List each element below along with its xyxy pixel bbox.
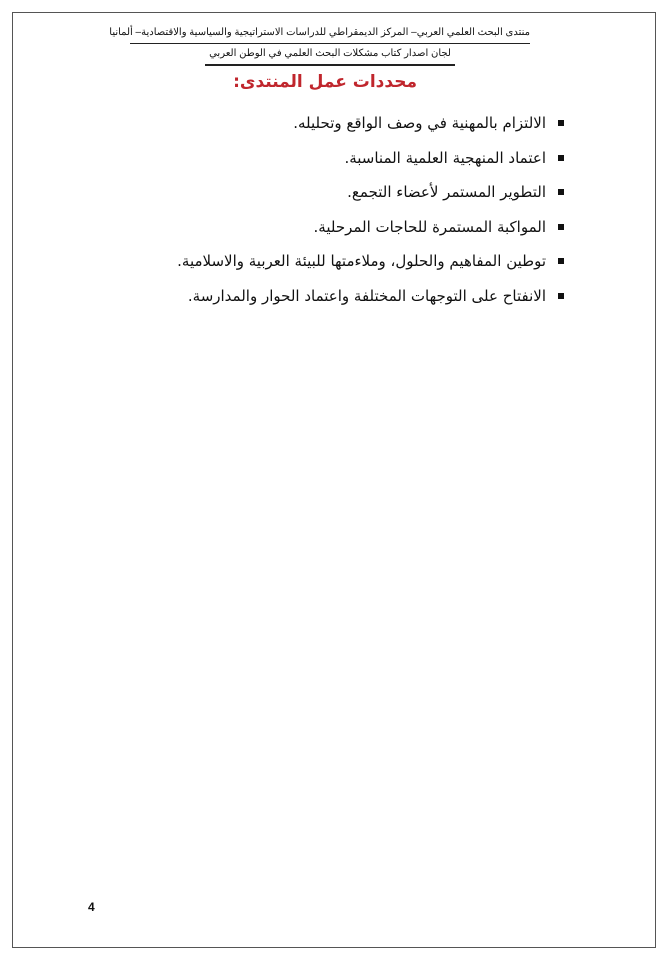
page-header [109,26,530,66]
list-item-text: توطين المفاهيم والحلول، وملاءمتها للبيئة العربية والاسلامية. [177,252,546,271]
list-item [144,279,564,314]
list-item-text: اعتماد المنهجية العلمية المناسبة. [344,148,546,167]
list-item [144,141,564,176]
square-bullet-icon [558,293,564,299]
square-bullet-icon [558,224,564,230]
section-title: محددات عمل المنتدى: [233,72,417,92]
list-item-text: الانفتاح على التوجهات المختلفة واعتماد الحوار والمدارسة. [187,286,546,305]
list-item-text: المواكبة المستمرة للحاجات المرحلية. [313,217,546,236]
list-item [144,244,564,279]
header-book-line: لجان اصدار كتاب مشكلات البحث العلمي في الوطن العربي [205,44,455,66]
list-item-text: الالتزام بالمهنية في وصف الواقع وتحليله. [293,114,546,133]
page-number: 4 [88,900,95,914]
list-item-text: التطوير المستمر لأعضاء التجمع. [347,183,546,202]
list-item [144,210,564,245]
square-bullet-icon [558,258,564,264]
bullet-list [144,106,564,313]
square-bullet-icon [558,189,564,195]
list-item [144,106,564,141]
list-item [144,175,564,210]
square-bullet-icon [558,120,564,126]
header-publisher-line: منتدى البحث العلمي العربي– المركز الديمقراطي للدراسات الاستراتيجية والسياسية والاقتصادية– ألمانيا [130,26,530,44]
square-bullet-icon [558,155,564,161]
